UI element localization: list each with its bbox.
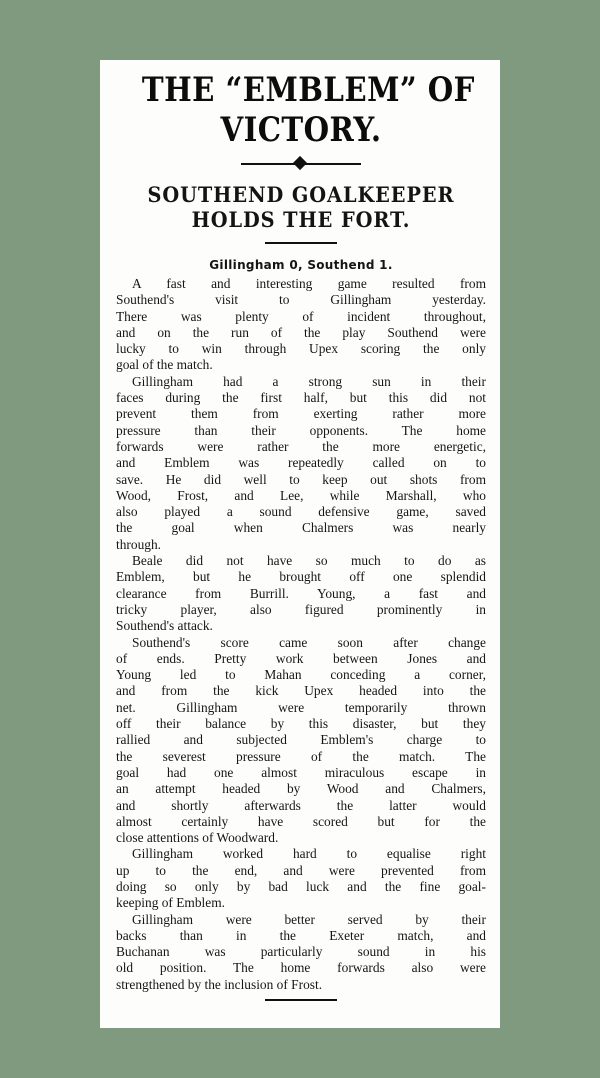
article-line: Gillingham had a strong sun in their [132, 373, 486, 389]
divider-diamond-icon [293, 156, 307, 170]
article-line: up to the end, and were prevented from [116, 862, 486, 878]
article-line: clearance from Burrill. Young, a fast and [116, 585, 486, 601]
article-line: the goal when Chalmers was nearly [116, 520, 486, 536]
article-line: Young led to Mahan conceding a corner, [116, 667, 486, 683]
article-line: Southend's score came soon after change [132, 634, 486, 650]
article-line: Buchanan was particularly sound in his [116, 944, 486, 960]
article-paragraph [116, 553, 486, 634]
article-line: tricky player, also figured prominently in [116, 601, 486, 617]
article-line: There was plenty of incident throughout, [116, 308, 486, 324]
article-line: through. [116, 536, 162, 552]
section-rule [265, 242, 337, 244]
article-line: and shortly afterwards the latter would [116, 797, 486, 813]
article-line: an attempt headed by Wood and Chalmers, [116, 781, 486, 797]
article-line: old position. The home forwards also were [116, 960, 486, 976]
article-line: Gillingham were better served by their [132, 911, 486, 927]
article-line: goal of the match. [116, 357, 213, 373]
headline-line-1: THE “EMBLEM” OF [141, 70, 475, 110]
article-body [116, 276, 486, 993]
article-line: prevent them from exerting rather more [116, 406, 486, 422]
article-line: rallied and subjected Emblem's charge to [116, 732, 486, 748]
article-paragraph [116, 912, 486, 993]
article-paragraph [116, 635, 486, 847]
article-line: pressure than their opponents. The home [116, 422, 486, 438]
subheadline-line-2: HOLDS THE FORT. [191, 207, 411, 232]
article-line: Gillingham worked hard to equalise right [132, 846, 486, 862]
article-line: and on the run of the play Southend were [116, 324, 486, 340]
article-paragraph [116, 276, 486, 374]
article-line: lucky to win through Upex scoring the only [116, 341, 486, 357]
newspaper-clipping [100, 60, 500, 1028]
article-line: save. He did well to keep out shots from [116, 471, 486, 487]
article-line: the severest pressure of the match. The [116, 748, 486, 764]
article-line: doing so only by bad luck and the fine goal- [116, 878, 486, 894]
article-line: close attentions of Woodward. [116, 830, 279, 846]
article-paragraph [116, 846, 486, 911]
article-line: Emblem, but he brought off one splendid [116, 569, 486, 585]
article-line: net. Gillingham were temporarily thrown [116, 699, 486, 715]
article-line: of ends. Pretty work between Jones and [116, 650, 486, 666]
article-line: Southend's visit to Gillingham yesterday. [116, 292, 486, 308]
article-line: almost certainly have scored but for the [116, 813, 486, 829]
article-line: forwards were rather the more energetic, [116, 438, 486, 454]
article-line: goal had one almost miraculous escape in [116, 764, 486, 780]
article-line: off their balance by this disaster, but they [116, 716, 486, 732]
article-line: A fast and interesting game resulted from [132, 276, 486, 291]
article-line: backs than in the Exeter match, and [116, 927, 486, 943]
article-line: Southend's attack. [116, 618, 213, 634]
article-line: and from the kick Upex headed into the [116, 683, 486, 699]
article-line: faces during the first half, but this did not [116, 390, 486, 406]
end-rule [265, 999, 337, 1001]
article-line: keeping of Emblem. [116, 895, 225, 911]
article-line: also played a sound defensive game, saved [116, 504, 486, 520]
headline-line-2: VICTORY. [220, 110, 382, 150]
article-line: Beale did not have so much to do as [132, 553, 486, 569]
article-line: Wood, Frost, and Lee, while Marshall, who [116, 487, 486, 503]
subheadline-line-1: SOUTHEND GOALKEEPER [147, 182, 455, 207]
article-line: and Emblem was repeatedly called on to [116, 455, 486, 471]
ornamental-divider [241, 156, 361, 172]
match-score: Gillingham 0, Southend 1. [209, 258, 393, 272]
article-line: strengthened by the inclusion of Frost. [116, 976, 323, 992]
article-paragraph [116, 374, 486, 553]
